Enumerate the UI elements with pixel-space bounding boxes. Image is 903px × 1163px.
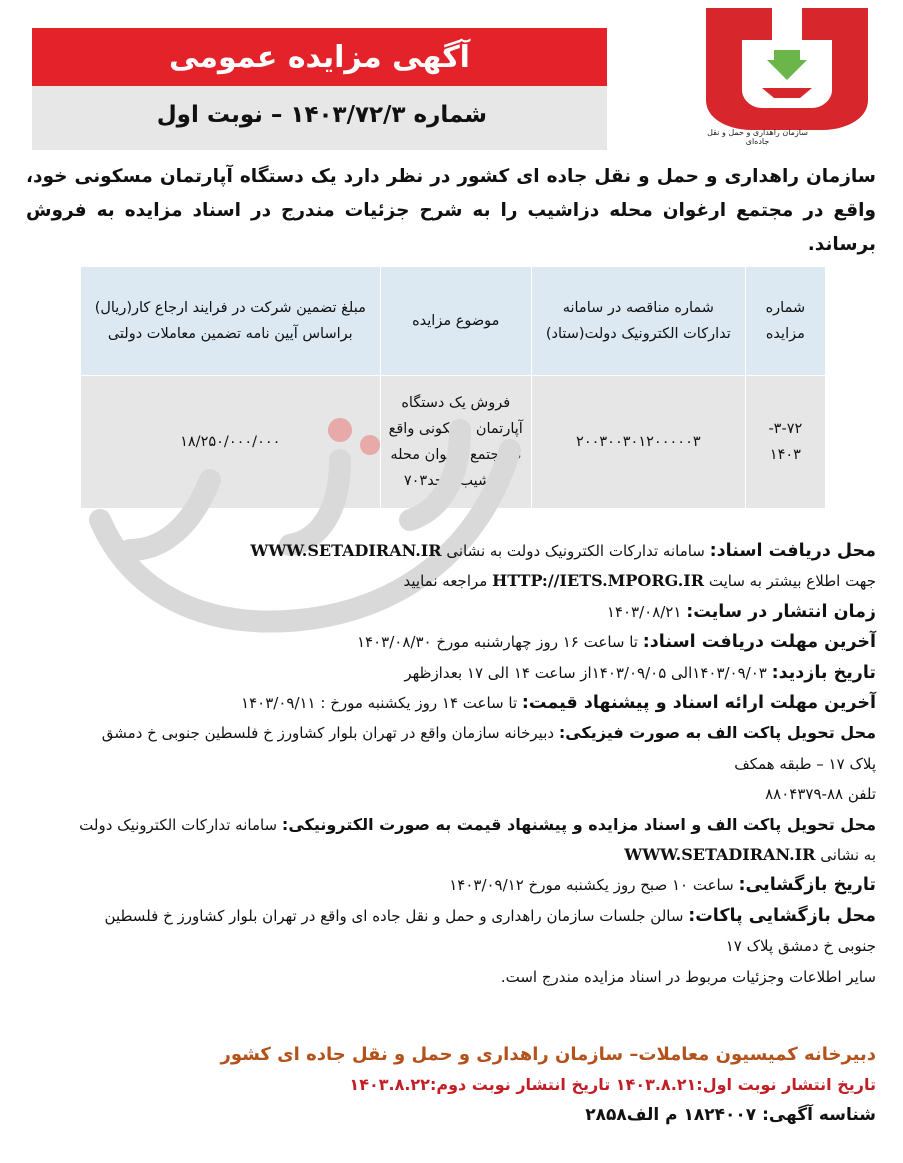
table-header-row [81,267,826,376]
info-suffix: مراجعه نمایید [403,572,488,591]
visit-value: ۱۴۰۳/۰۹/۰۳الی ۱۴۰۳/۰۹/۰۵از ساعت ۱۴ الی ۱۷ بعدازظهر [404,663,767,682]
opening-line [26,870,876,900]
header-setad-number: شماره مناقصه در سامانه تدارکات الکترونیک دولت(ستاد) [531,267,745,376]
number-banner [32,86,607,150]
electronic-cont-line [26,840,876,870]
receive-label: آخرین مهلت دریافت اسناد: [642,632,876,653]
ad-title: آگهی مزایده عمومی [169,39,470,75]
electronic-label: محل تحویل پاکت الف و اسناد مزایده و پیشنهاد قیمت به صورت الکترونیکی: [281,814,876,834]
visit-line [26,658,876,688]
opening-value: ساعت ۱۰ صبح روز یکشنبه مورخ ۱۴۰۳/۰۹/۱۲ [449,876,734,895]
visit-label: تاریخ بازدید: [771,662,876,683]
opening-label: تاریخ بازگشایی: [738,875,876,896]
publish-value: ۱۴۰۳/۰۸/۲۱ [606,602,682,621]
opening-place-value: سالن جلسات سازمان راهداری و حمل و نقل جاده ای واقع در تهران بلوار کشاورز خ فلسطین [104,906,684,925]
footer [26,1040,876,1130]
offer-value: تا ساعت ۱۴ روز یکشنبه مورخ : ۱۴۰۳/۰۹/۱۱ [241,694,518,713]
electronic-value: سامانه تدارکات الکترونیک دولت [79,815,278,834]
info-prefix: جهت اطلاع بیشتر به سایت [708,572,876,591]
header-auction-number: شماره مزایده [745,267,825,376]
phone-line: تلفن ۸۸-۸۸۰۴۳۷۹ [765,785,876,804]
footer-publish-dates: تاریخ انتشار نوبت اول:۱۴۰۳.۸.۲۱ تاریخ انتشار نوبت دوم:۱۴۰۳.۸.۲۲ [349,1075,876,1094]
physical-label: محل تحویل پاکت الف به صورت فیزیکی: [558,723,876,743]
footer-secretariat: دبیرخانه کمیسیون معاملات– سازمان راهداری و حمل و نقل جاده ای کشور [220,1044,876,1065]
docs-text: سامانه تدارکات الکترونیک دولت به نشانی [446,542,705,560]
physical-value: دبیرخانه سازمان واقع در تهران بلوار کشاورز خ فلسطین جنوبی خ دمشق [101,724,555,743]
info-site-link[interactable]: HTTP://IETS.MPORG.IR [492,571,705,591]
opening-place-line [26,901,876,931]
physical-line [26,718,876,748]
offer-label: آخرین مهلت ارائه اسناد و پیشنهاد قیمت: [521,693,876,714]
cell-guarantee: ۱۸/۲۵۰/۰۰۰/۰۰۰ [81,376,381,509]
electronic-cont: به نشانی [820,846,876,865]
physical-cont-line: پلاک ۱۷ – طبقه همکف [734,754,876,773]
info-line [26,566,876,596]
cell-setad-number: ۲۰۰۳۰۰۳۰۱۲۰۰۰۰۰۳ [531,376,745,509]
details-section [26,536,876,992]
footer-ad-id: شناسه آگهی: ۱۸۲۴۰۰۷ م الف۲۸۵۸ [585,1105,876,1125]
other-info-line: سایر اطلاعات وجزئیات مربوط در اسناد مزایده مندرج است. [500,967,876,986]
electronic-line [26,810,876,840]
auction-table [80,266,826,509]
electronic-site-link[interactable]: WWW.SETADIRAN.IR [624,845,816,865]
docs-label: محل دریافت اسناد: [709,541,876,561]
publish-label: زمان انتشار در سایت: [686,601,876,622]
cell-subject: فروش یک دستگاه آپارتمان مسکونی واقع درمجتمع ارغوان محله دزاشیب واحد۷۰۳ [380,376,531,509]
offer-line [26,688,876,718]
header-guarantee: مبلغ تضمین شرکت در فرایند ارجاع کار(ریال) براساس آیین نامه تضمین معاملات دولتی [81,267,381,376]
intro-paragraph: سازمان راهداری و حمل و نقل جاده ای کشور در نظر دارد یک دستگاه آپارتمان مسکونی خود، واقع در مجتمع ارغوان محله دزاشیب را به شرح جزئیات مندرج در اسناد مزایده به فروش برساند. [26,166,876,255]
opening-place-cont-line: جنوبی خ دمشق پلاک ۱۷ [725,937,876,956]
docs-site-link[interactable]: WWW.SETADIRAN.IR [250,541,442,560]
cell-auction-number: ۳-۷۲- ۱۴۰۳ [745,376,825,509]
receive-line [26,627,876,657]
header-subject: موضوع مزایده [380,267,531,376]
docs-line [26,536,876,566]
logo-caption: سازمان راهداری و حمل و نقل جاده‌ای [707,128,808,146]
opening-place-label: محل بازگشایی پاکات: [688,905,876,926]
title-banner [32,28,607,86]
publish-line [26,597,876,627]
table-row [81,376,826,509]
ad-number: شماره ۱۴۰۳/۷۲/۳ – نوبت اول [156,102,487,128]
receive-value: تا ساعت ۱۶ روز چهارشنبه مورخ ۱۴۰۳/۰۸/۳۰ [357,633,638,652]
